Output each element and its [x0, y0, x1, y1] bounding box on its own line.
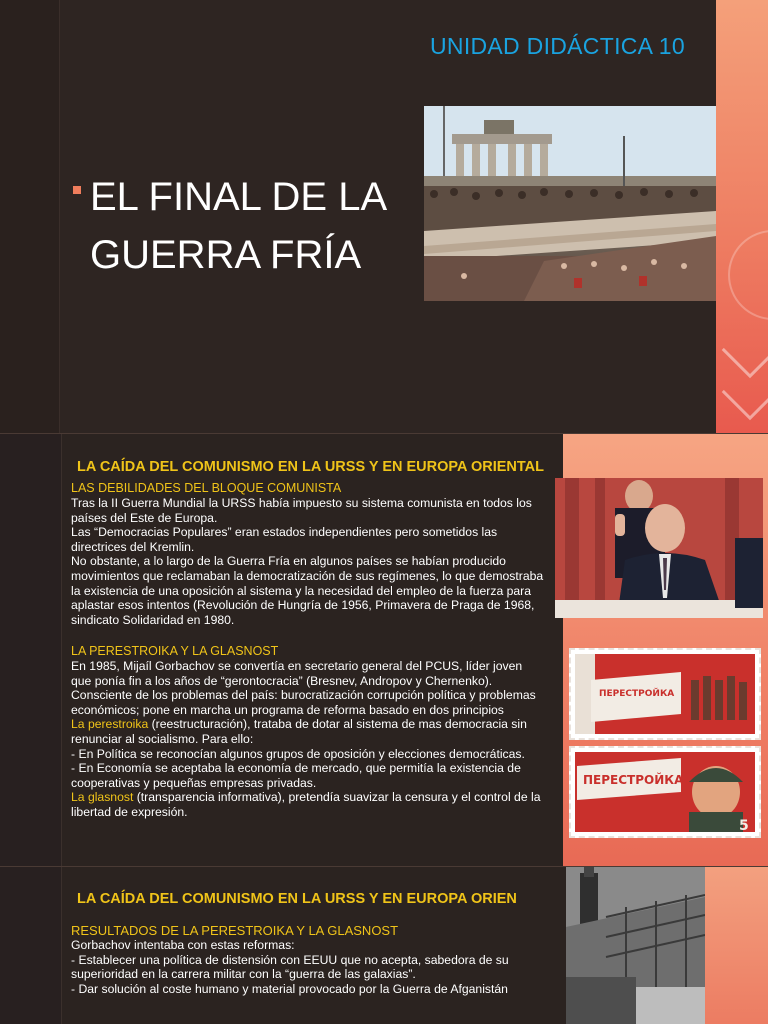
subheading-debilidades: LAS DEBILIDADES DEL BLOQUE COMUNISTA: [71, 481, 342, 495]
berlin-wall-photo: [424, 106, 716, 301]
paragraph-block-3: [71, 938, 541, 996]
right-accent-band: [716, 0, 768, 433]
title-line: EL FINAL DE LA: [90, 175, 388, 219]
paragraph: Las “Democracias Populares” eran estados independientes pero sometidos las directrices del Kremlin.: [71, 525, 498, 554]
subheading-resultados: RESULTADOS DE LA PERESTROIKA Y LA GLASNOST: [71, 923, 399, 938]
decorative-circle: [728, 230, 768, 320]
left-sidebar-decoration: [0, 0, 60, 433]
right-accent-band: [705, 867, 768, 1024]
paragraph-block-2: [71, 659, 541, 820]
perestroika-stamp-1: [569, 648, 761, 740]
stamp-image: [571, 748, 759, 836]
paragraph: [71, 717, 541, 746]
paragraph-block-1: [71, 496, 551, 627]
chernobyl-photo: [566, 867, 705, 1024]
paragraph: No obstante, a lo largo de la Guerra Fría en algunos países se habían producido movimientos que reclamaban la democratización de sus regímenes, lo que demostraba la existencia de una oposición al sistema y la necesidad del empleo de la fuerza para aplastar esos intentos (Revolución de Hungría de 1956, Primavera de Praga de 1968, sindicato Solidaridad en 1980.: [71, 554, 544, 627]
subheading-perestroika: LA PERESTROIKA Y LA GLASNOST: [71, 644, 279, 658]
left-sidebar-decoration: [0, 867, 62, 1024]
gorbachev-photo: [555, 478, 763, 618]
content-slide-3: [0, 867, 768, 1024]
paragraph-text: (reestructuración), trataba de dotar al sistema de mas democracia sin renunciar al socialismo. Para ello:: [71, 717, 527, 746]
svg-text:5: 5: [739, 818, 749, 834]
paragraph: Consciente de los problemas del país: burocratización corrupción política y problemas económicos; pone en marcha un programa de reforma basado en dos principios: [71, 688, 536, 717]
paragraph: - Dar solución al coste humano y material provocado por la Guerra de Afganistán: [71, 981, 508, 996]
brandenburg-gate-image: [424, 106, 716, 301]
section-heading: LA CAÍDA DEL COMUNISMO EN LA URSS Y EN EUROPA ORIENTAL: [77, 459, 544, 475]
perestroika-stamp-2: [569, 746, 761, 838]
stamp-image: [571, 650, 759, 738]
content-slide-2: [0, 434, 768, 866]
chevron-decoration: [722, 364, 768, 421]
title-line: GUERRA FRÍA: [90, 233, 362, 277]
chernobyl-image: [566, 867, 705, 1024]
stamp-text: ПЕРЕСТРОЙКА: [599, 689, 675, 699]
gorbachev-image: [555, 478, 763, 618]
keyword-glasnost: La glasnost: [71, 790, 134, 805]
bullet-icon: [73, 186, 81, 194]
paragraph: [71, 790, 541, 819]
slide-title: [90, 168, 430, 284]
paragraph: En 1985, Mijaíl Gorbachov se convertía en secretario general del PCUS, líder joven que ponía fin a los años de “gerontocracia” (Bresnev, Andropov y Chernenko).: [71, 659, 523, 688]
paragraph: Gorbachov intentaba con estas reformas:: [71, 938, 295, 952]
paragraph: - Establecer una política de distensión con EEUU que no acepta, sabedora de su superioridad en la carrera militar con la “guerra de las galaxias”.: [71, 952, 509, 982]
paragraph: Tras la II Guerra Mundial la URSS había impuesto su sistema comunista en todos los países del Este de Europa.: [71, 496, 532, 525]
title-slide: [0, 0, 768, 433]
paragraph-text: (transparencia informativa), pretendía suavizar la censura y el control de la libertad de expresión.: [71, 790, 541, 819]
left-sidebar-decoration: [0, 434, 62, 866]
section-heading: LA CAÍDA DEL COMUNISMO EN LA URSS Y EN EUROPA ORIEN: [77, 891, 517, 907]
keyword-perestroika: La perestroika: [71, 717, 149, 732]
paragraph: - En Política se reconocían algunos grupos de oposición y elecciones democráticas.: [71, 746, 525, 761]
unit-title: UNIDAD DIDÁCTICA 10: [430, 33, 685, 59]
paragraph: - En Economía se aceptaba la economía de mercado, que permitía la existencia de cooperativas y pequeñas empresas privadas.: [71, 761, 521, 790]
stamp-text: ПЕРЕСТРОЙКА: [583, 773, 684, 787]
